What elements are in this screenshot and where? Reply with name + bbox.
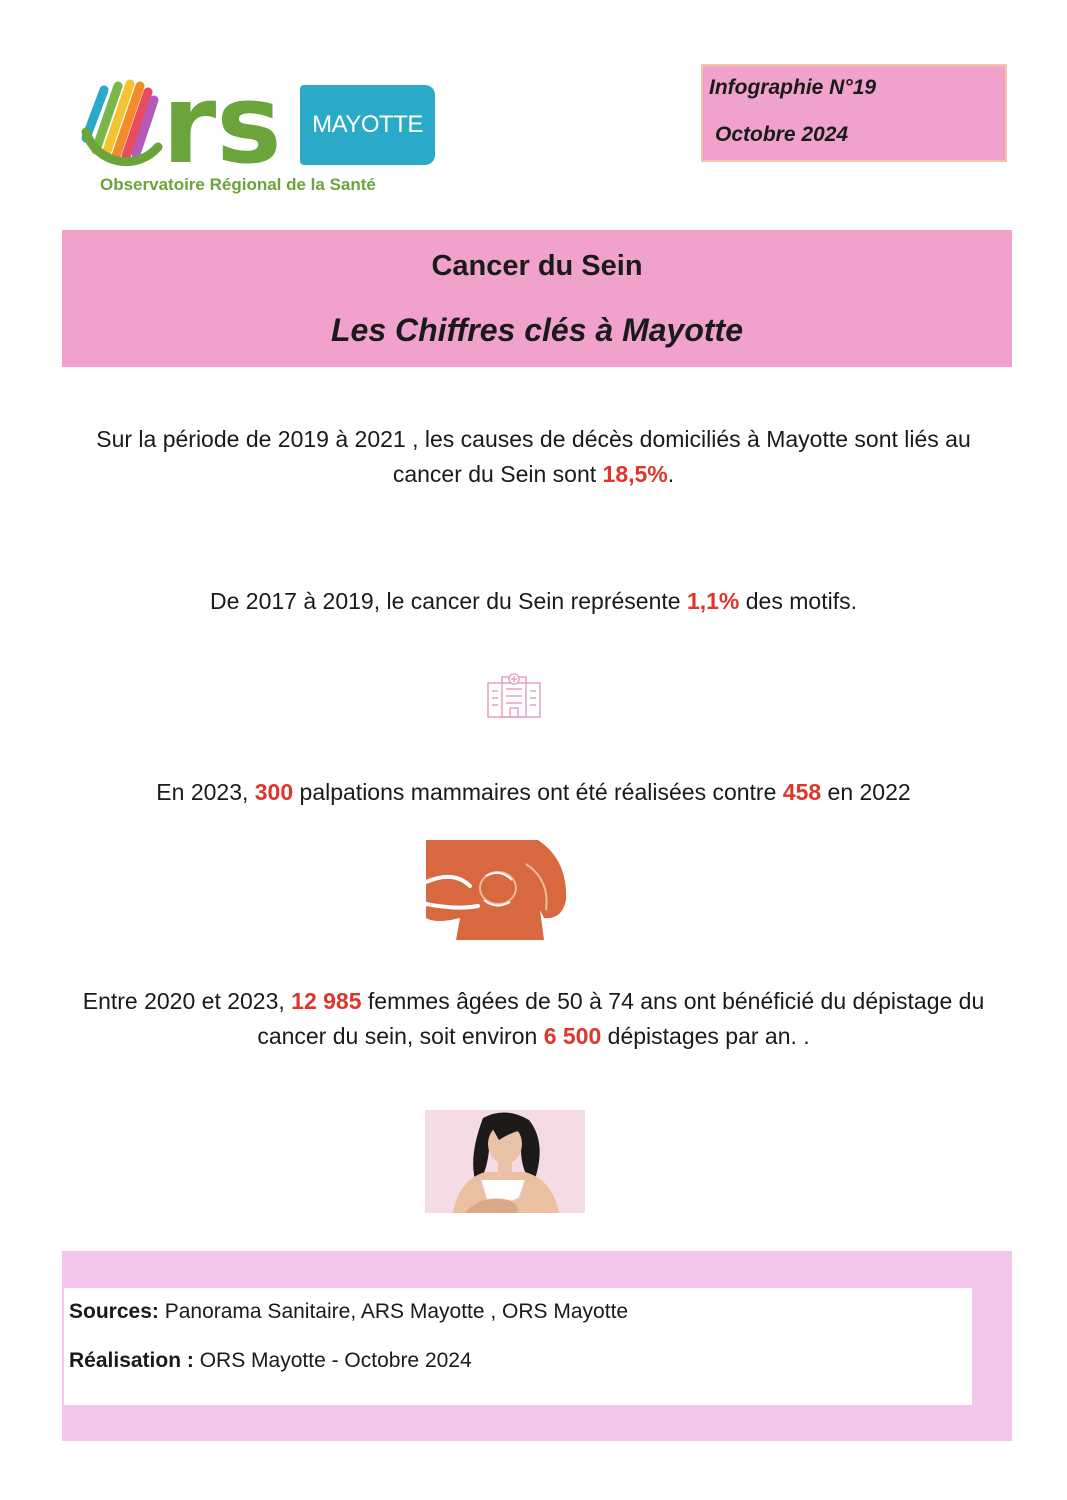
ors-logo [78,72,438,202]
fact-palpations-text: En 2023, [156,779,255,805]
fact-screening-per-year: 6 500 [543,1023,602,1049]
fact-motifs-value: 1,1% [686,588,740,614]
footer-sources-label: Sources: [69,1300,159,1323]
footer-sources-value: Panorama Sanitaire, ARS Mayotte , ORS Mayotte [158,1300,629,1323]
footer-panel [62,1251,1012,1441]
fact-deaths-end: . [667,461,675,487]
logo-badge: MAYOTTE [300,85,435,165]
footer-credit [69,1349,472,1373]
logo-subtitle: Observatoire Régional de la Santé [100,175,376,194]
fact-screening-middle: femmes âgées de 50 à 74 ans ont bénéficié du dépistage du cancer du sein, soit environ [257,988,985,1049]
fact-motifs-end: des motifs. [739,588,857,614]
fact-screening-text: Entre 2020 et 2023, [82,988,292,1014]
fact-palpations-2022: 458 [782,779,822,805]
footer-credit-label: Réalisation : [69,1349,194,1372]
woman-illustration [425,1110,585,1213]
hospital-icon [484,671,544,719]
fact-palpations [60,775,1007,810]
fact-palpations-middle: palpations mammaires ont été réalisées contre [293,779,783,805]
fact-deaths-text: Sur la période de 2019 à 2021 , les causes de décès domiciliés à Mayotte sont liés au cancer du Sein sont [96,426,971,487]
page-subtitle: Les Chiffres clés à Mayotte [330,312,743,348]
infographic-number: Infographie N°19 [709,76,877,99]
logo-brand-text: rs [162,72,282,172]
fact-screening [60,984,1007,1054]
fact-screening-end: dépistages par an. . [601,1023,810,1049]
breast-self-exam-illustration [426,840,568,940]
infographic-info-box [701,64,1007,162]
infographic-date: Octobre 2024 [715,123,849,146]
fact-palpations-end: en 2022 [821,779,911,805]
footer-sources [69,1300,628,1324]
page-title: Cancer du Sein [431,250,643,282]
title-banner [62,230,1012,367]
fact-motifs-text: De 2017 à 2019, le cancer du Sein représente [210,588,687,614]
ors-logo-mark [78,72,303,172]
footer-credit-value: ORS Mayotte - Octobre 2024 [193,1349,472,1372]
footer-content [64,1288,972,1405]
fact-palpations-2023: 300 [254,779,294,805]
fact-deaths [60,422,1007,492]
fact-motifs [60,584,1007,619]
fact-deaths-value: 18,5% [602,461,668,487]
fact-screening-total: 12 985 [291,988,362,1014]
